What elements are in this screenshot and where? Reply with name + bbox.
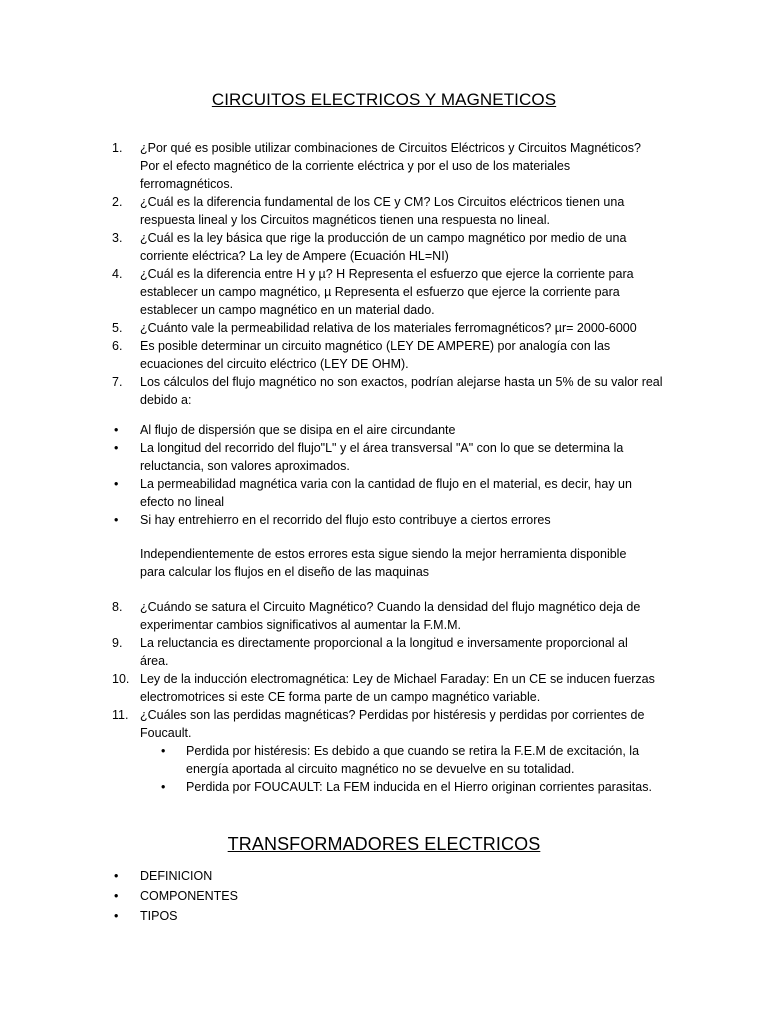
- list-item-number: 8.: [112, 600, 123, 614]
- list-item-text: experimentar cambios significativos al aumentar la F.M.M.: [140, 618, 461, 632]
- sub-bullet-icon: •: [161, 744, 166, 758]
- sub-bullet-text: Perdida por histéresis: Es debido a que cuando se retira la F.E.M de excitación, la: [186, 744, 640, 758]
- bullet-icon: •: [114, 869, 119, 883]
- list-item-text: ¿Cuál es la diferencia fundamental de los CE y CM? Los Circuitos eléctricos tienen una: [140, 195, 625, 209]
- list-item-number: 9.: [112, 636, 123, 650]
- list-item-text: establecer un campo magnético, µ Representa el esfuerzo que ejerce la corriente para: [140, 285, 620, 299]
- transformer-topic-item: TIPOS: [140, 909, 178, 923]
- transformer-topic-item: DEFINICION: [140, 869, 213, 883]
- bullet-item-text: efecto no lineal: [140, 495, 225, 509]
- paragraph-text: para calcular los flujos en el diseño de las maquinas: [140, 565, 430, 579]
- list-item-text: área.: [140, 654, 169, 668]
- list-item-number: 5.: [112, 321, 123, 335]
- sub-bullet-text: energía aportada al circuito magnético no se devuelve en su totalidad.: [186, 762, 575, 776]
- list-item-text: establecer un campo magnético en un material dado.: [140, 303, 435, 317]
- bullet-icon: •: [114, 909, 119, 923]
- list-item-text: La reluctancia es directamente proporcional a la longitud e inversamente proporcional al: [140, 636, 628, 650]
- bullet-icon: •: [114, 477, 119, 491]
- list-item-number: 7.: [112, 375, 123, 389]
- list-item-number: 10.: [112, 672, 130, 686]
- sub-bullet-icon: •: [161, 780, 166, 794]
- list-item-text: ¿Cuál es la diferencia entre H y µ? H Representa el esfuerzo que ejerce la corriente para: [140, 267, 634, 281]
- bullet-item-text: Al flujo de dispersión que se disipa en el aire circundante: [140, 423, 456, 437]
- list-item-text: Foucault.: [140, 726, 192, 740]
- list-item-text: Por el efecto magnético de la corriente eléctrica y por el uso de los materiales: [140, 159, 571, 173]
- list-item-text: respuesta lineal y los Circuitos magnéticos tienen una respuesta no lineal.: [140, 213, 550, 227]
- list-item-text: ¿Por qué es posible utilizar combinaciones de Circuitos Eléctricos y Circuitos Magnéticos?: [140, 141, 641, 155]
- list-item-text: Es posible determinar un circuito magnético (LEY DE AMPERE) por analogía con las: [140, 339, 611, 353]
- list-item-number: 3.: [112, 231, 123, 245]
- list-item-text: ¿Cuál es la ley básica que rige la producción de un campo magnético por medio de una: [140, 231, 627, 245]
- list-item-text: corriente eléctrica? La ley de Ampere (Ecuación HL=NI): [140, 249, 449, 263]
- bullet-icon: •: [114, 889, 119, 903]
- list-item-text: electromotrices si este CE forma parte de un campo magnético variable.: [140, 690, 541, 704]
- bullet-icon: •: [114, 423, 119, 437]
- page-title: CIRCUITOS ELECTRICOS Y MAGNETICOS: [211, 90, 557, 109]
- list-item-number: 6.: [112, 339, 123, 353]
- list-item-text: ¿Cuáles son las perdidas magnéticas? Perdidas por histéresis y perdidas por corrientes de: [140, 708, 645, 722]
- list-item-text: ecuaciones del circuito eléctrico (LEY DE OHM).: [140, 357, 409, 371]
- bullet-icon: •: [114, 441, 119, 455]
- bullet-item-text: La permeabilidad magnética varia con la cantidad de flujo en el material, es decir, hay un: [140, 477, 632, 491]
- list-item-text: ¿Cuánto vale la permeabilidad relativa de los materiales ferromagnéticos? µr= 2000-6000: [140, 321, 637, 335]
- transformer-topic-item: COMPONENTES: [140, 889, 238, 903]
- bullet-item-text: reluctancia, son valores aproximados.: [140, 459, 350, 473]
- list-item-text: Ley de la inducción electromagnética: Ley de Michael Faraday: En un CE se inducen fuerzas: [140, 672, 655, 686]
- list-item-text: ¿Cuándo se satura el Circuito Magnético? Cuando la densidad del flujo magnético deja de: [140, 600, 641, 614]
- list-item-number: 11.: [112, 708, 129, 722]
- list-item-text: ferromagnéticos.: [140, 177, 234, 191]
- bullet-item-text: Si hay entrehierro en el recorrido del flujo esto contribuye a ciertos errores: [140, 513, 551, 527]
- sub-bullet-text: Perdida por FOUCAULT: La FEM inducida en el Hierro originan corrientes parasitas.: [186, 780, 652, 794]
- list-item-number: 2.: [112, 195, 123, 209]
- list-item-number: 4.: [112, 267, 123, 281]
- list-item-text: Los cálculos del flujo magnético no son exactos, podrían alejarse hasta un 5% de su valor real: [140, 375, 663, 389]
- section-title-transformers: TRANSFORMADORES ELECTRICOS: [227, 834, 541, 854]
- list-item-number: 1.: [112, 141, 123, 155]
- paragraph-text: Independientemente de estos errores esta sigue siendo la mejor herramienta disponible: [140, 547, 627, 561]
- bullet-icon: •: [114, 513, 119, 527]
- list-item-text: debido a:: [140, 393, 192, 407]
- bullet-item-text: La longitud del recorrido del flujo"L" y el área transversal "A" con lo que se determina la: [140, 441, 624, 455]
